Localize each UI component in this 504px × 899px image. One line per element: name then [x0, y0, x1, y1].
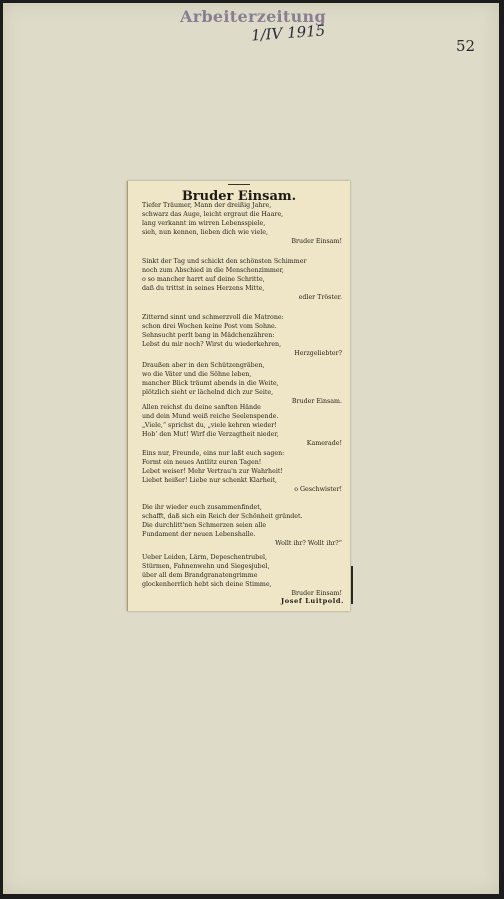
stanza: [142, 553, 342, 598]
poem-line: Zitternd sinnt und schmerzvoll die Matrone:: [142, 314, 284, 321]
poem-line: Allen reichst du deine sanften Hände: [142, 404, 261, 411]
poem-line: lang verkannt im wirren Lebensspiele,: [142, 220, 266, 228]
poem-line: wo die Väter und die Söhne leben,: [142, 371, 252, 379]
margin-mark: [351, 566, 353, 604]
stanza: [142, 361, 342, 406]
poem-line: daß du trittst in seines Herzens Mitte,: [142, 285, 265, 293]
title-rule: [228, 184, 250, 185]
stanza: [142, 503, 342, 548]
poem-line: Bruder Einsam!: [291, 590, 342, 598]
poem-title: Bruder Einsam.: [181, 189, 297, 204]
poem-line: Die durchlitt'nen Schmerzen seien alle: [142, 522, 267, 530]
poem-line: mancher Blick träumt abends in die Weite,: [142, 380, 279, 388]
poem-line: über all dem Brandgranatengrimme: [142, 572, 258, 580]
poem-line: Liebet heißer! Liebe nur schenkt Klarheit,: [142, 477, 278, 485]
poem-line: Herzgeliebter?: [294, 350, 342, 358]
poem-line: schwarz das Auge, leicht ergraut die Haare,: [142, 211, 284, 219]
poem-line: Sehnsucht perlt bang in Mädchenzähren:: [142, 332, 275, 340]
poem-line: Formt ein neues Antlitz euren Tagen!: [142, 459, 262, 467]
poem-line: Lebst du mir noch? Wirst du wiederkehren,: [142, 341, 282, 349]
poem-line: Bruder Einsam!: [291, 238, 342, 246]
poem-line: edler Tröster.: [298, 294, 342, 302]
poem-line: Kamerade!: [306, 440, 342, 448]
poem-line: „Viele,“ sprichst du, „viele kehren wieder!: [142, 422, 277, 430]
stanza: [142, 201, 342, 246]
stanza: [142, 403, 342, 448]
poem-line: Stürmen, Fahnenwehn und Siegesjubel,: [142, 563, 270, 571]
poem-line: schon drei Wochen keine Post vom Sohne.: [142, 323, 277, 331]
newspaper-clipping: [127, 181, 350, 611]
poem-author: Josef Luitpold.: [281, 597, 344, 605]
poem-line: Fundament der neuen Lebenshalle.: [142, 531, 256, 539]
poem-line: Sinkt der Tag und schickt den schönsten Schimmer: [142, 258, 307, 265]
stanza: [142, 313, 342, 358]
poem-line: o Geschwister!: [294, 486, 342, 494]
stanza: [142, 449, 342, 494]
poem-line: schafft, daß sich ein Reich der Schönheit gründet.: [142, 513, 303, 521]
newspaper-stamp: Arbeiterzeitung: [180, 7, 326, 26]
poem-line: o so mancher harrt auf deine Schritte,: [142, 276, 265, 284]
poem-line: Lebet weiser! Mehr Vertrau'n zur Wahrheit!: [142, 468, 283, 476]
poem-line: sieh, nun kennen, lieben dich wie viele,: [142, 229, 269, 237]
page-number: 52: [456, 37, 476, 55]
poem-line: Draußen aber in den Schützengräben,: [142, 362, 265, 369]
archive-sheet: [3, 3, 499, 894]
poem-line: Eins nur, Freunde, eins nur laßt euch sagen:: [142, 450, 285, 457]
poem-line: Ueber Leiden, Lärm, Depeschentrubel,: [142, 554, 267, 561]
poem-line: Bruder Einsam.: [291, 398, 342, 406]
stanza: [142, 257, 342, 302]
poem-line: noch zum Abschied in die Menschenzimmer,: [142, 267, 284, 275]
poem-line: Die ihr wieder euch zusammenfindet,: [142, 504, 262, 511]
poem-line: Wollt ihr? Wollt ihr?“: [275, 540, 342, 548]
poem-line: plötzlich sieht er lächelnd dich zur Seite,: [142, 389, 274, 397]
poem-line: glockenherrlich hebt sich deine Stimme,: [142, 581, 272, 589]
handwritten-date: 1/IV 1915: [250, 21, 326, 45]
poem-line: Tiefer Träumer, Mann der dreißig Jahre,: [142, 202, 272, 209]
poem-line: und dein Mund weiß reiche Seelenspende.: [142, 413, 279, 421]
poem-line: Hob’ den Mut! Wirf die Verzagtheit nieder,: [142, 431, 279, 439]
